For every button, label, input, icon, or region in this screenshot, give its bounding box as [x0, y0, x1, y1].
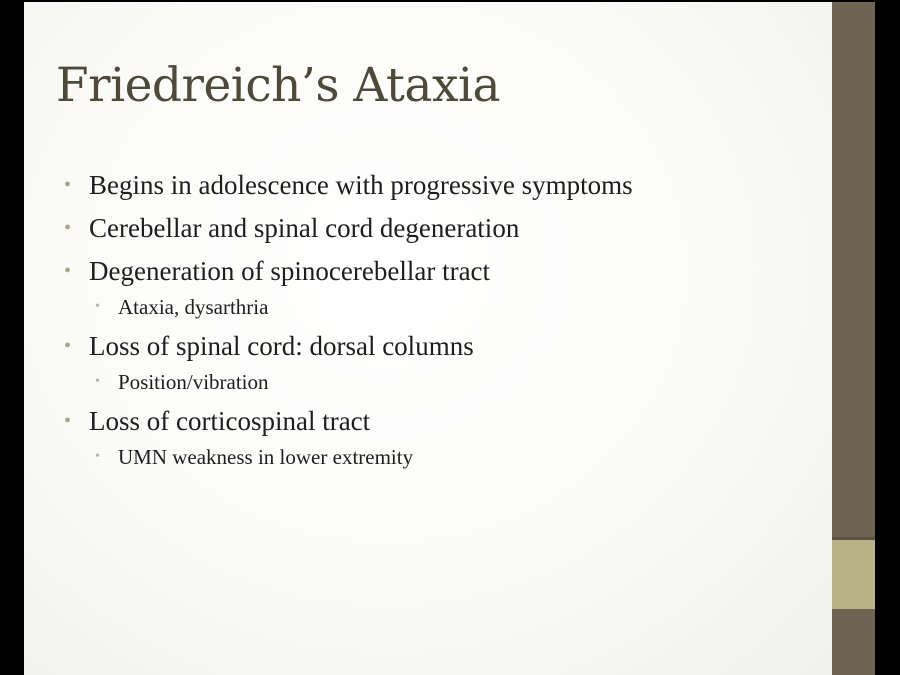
bullet-item — [64, 400, 804, 443]
letterbox-right — [875, 0, 900, 675]
bullet-dot-icon: • — [64, 174, 72, 196]
sub-bullet-dot-icon: • — [95, 374, 100, 389]
bullet-dot-icon: • — [64, 260, 72, 282]
bullet-dot-icon: • — [64, 335, 72, 357]
bullet-text: Degeneration of spinocerebellar tract — [89, 256, 491, 286]
slide-sidebar-decoration — [832, 2, 875, 675]
bullet-item — [64, 207, 804, 250]
sub-bullet-item — [64, 289, 804, 325]
sub-bullet-item — [64, 439, 804, 475]
bullet-item — [64, 250, 804, 293]
bullet-dot-icon: • — [64, 410, 72, 432]
bullet-item — [64, 325, 804, 368]
bullet-text: Loss of corticospinal tract — [89, 406, 371, 436]
bullet-item — [64, 164, 804, 207]
sub-bullet-text: UMN weakness in lower extremity — [118, 445, 414, 469]
sidebar-accent-block — [832, 540, 875, 609]
slide — [24, 2, 832, 675]
bullet-text: Begins in adolescence with progressive symptoms — [89, 170, 633, 200]
bullet-text: Loss of spinal cord: dorsal columns — [89, 331, 474, 361]
bullet-text: Cerebellar and spinal cord degeneration — [89, 213, 520, 243]
slide-title: Friedreich’s Ataxia — [56, 58, 500, 113]
bullet-dot-icon: • — [64, 217, 72, 239]
sub-bullet-item — [64, 364, 804, 400]
sub-bullet-text: Ataxia, dysarthria — [118, 295, 269, 319]
sub-bullet-dot-icon: • — [95, 299, 100, 314]
sub-bullet-text: Position/vibration — [118, 370, 269, 394]
sub-bullet-dot-icon: • — [95, 449, 100, 464]
bullet-list — [64, 164, 804, 475]
